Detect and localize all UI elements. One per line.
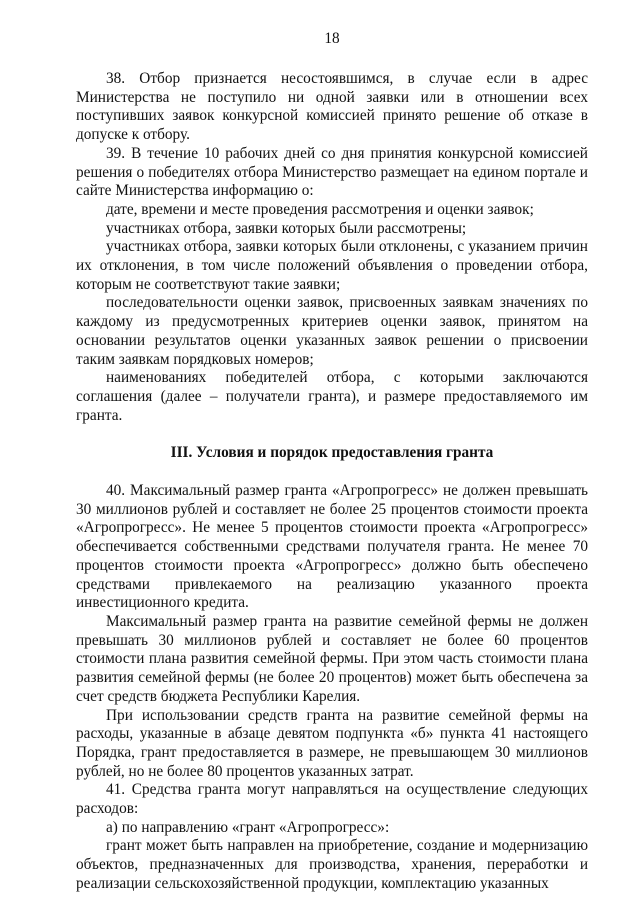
list-item-evaluation-sequence: последовательности оценки заявок, присвоенных заявкам значениях по каждому из предусмотренных критериев оценки заявок, принятом на основании результатов оценки указанных заявок решении о присвоении таким заявкам порядковых номеров;	[76, 294, 588, 368]
list-item-participants-rejected: участниках отбора, заявки которых были отклонены, с указанием причин их отклонения, в том числе положений объявления о проведении отбора, которым не соответствуют такие заявки;	[76, 238, 588, 293]
paragraph-family-farm-expenses: При использовании средств гранта на развитие семейной фермы на расходы, указанные в абзаце девятом подпункта «б» пункта 41 настоящего Порядка, грант предоставляется в размере, не превышающем 30 миллионов рублей, но не более 80 процентов указанных затрат.	[76, 706, 588, 780]
list-item-winners: наименованиях победителей отбора, с которыми заключаются соглашения (далее – получатели гранта), и размере предоставляемого им гранта.	[76, 369, 588, 424]
paragraph-grant-use: грант может быть направлен на приобретение, создание и модернизацию объектов, предназначенных для производства, хранения, переработки и реализации сельскохозяйственной продукции, комплектацию указанных	[76, 837, 588, 892]
document-body	[76, 70, 588, 894]
section-heading: III. Условия и порядок предоставления гранта	[170, 444, 494, 462]
paragraph-39: 39. В течение 10 рабочих дней со дня принятия конкурсной комиссией решения о победителях отбора Министерство размещает на едином портале и сайте Министерства информацию о:	[76, 144, 588, 200]
paragraph-family-farm-max: Максимальный размер гранта на развитие семейной фермы не должен превышать 30 миллионов рублей и составляет не более 60 процентов стоимости плана развития семейной фермы. При этом часть стоимости плана развития семейной фермы (не более 20 процентов) может быть обеспечена за счет средств бюджета Республики Карелия.	[76, 612, 588, 705]
subparagraph-a: а) по направлению «грант «Агропрогресс»:	[106, 818, 390, 836]
paragraph-41: 41. Средства гранта могут направляться на осуществление следующих расходов:	[76, 781, 588, 818]
paragraph-38: 38. Отбор признается несостоявшимся, в случае если в адрес Министерства не поступило ни одной заявки или в отношении всех поступивших заявок конкурсной комиссией принято решение об отказе в допуске к отбору.	[76, 70, 588, 144]
page-number: 18	[324, 30, 340, 47]
list-item-date-time-place: дате, времени и месте проведения рассмотрения и оценки заявок;	[106, 200, 534, 218]
list-item-participants-reviewed: участниках отбора, заявки которых были рассмотрены;	[106, 219, 467, 237]
paragraph-40: 40. Максимальный размер гранта «Агропрогресс» не должен превышать 30 миллионов рублей и составляет не более 25 процентов стоимости проекта «Агропрогресс». Не менее 5 процентов стоимости проекта «Агропрогресс» обеспечивается собственными средствами получателя гранта. Не менее 70 процентов стоимости проекта «Агропрогресс» должно быть обеспечено средствами привлекаемого на реализацию указанного проекта инвестиционного кредита.	[76, 482, 588, 612]
